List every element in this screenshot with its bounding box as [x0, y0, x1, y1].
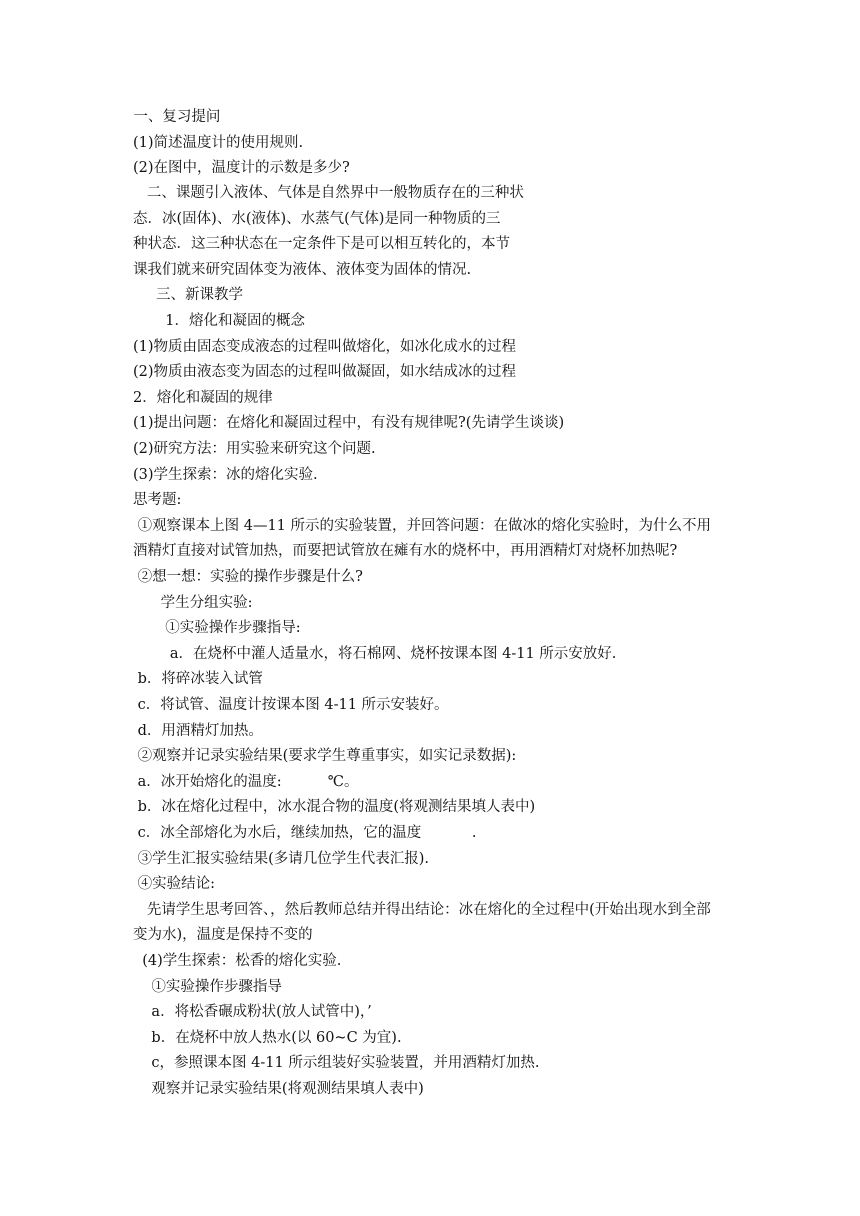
text-line: c，参照课本图 4-11 所示组装好实验装置，并用酒精灯加热.: [133, 1055, 540, 1071]
text-line: ②观察并记录实验结果(要求学生尊重事实，如实记录数据):: [133, 748, 517, 764]
text-line: (2)研究方法：用实验来研究这个问题.: [133, 441, 376, 457]
text-line: 二、课题引入液体、气体是自然界中一般物质存在的三种状: [133, 185, 524, 201]
text-line: (3)学生探索：冰的熔化实验.: [133, 467, 318, 483]
text-line: (2)物质由液态变为固态的过程叫做凝固，如水结成冰的过程: [133, 364, 517, 380]
text-line: 学生分组实验:: [133, 595, 253, 611]
text-line: ①实验操作步骤指导:: [133, 620, 301, 636]
text-line: d．用酒精灯加热。: [133, 723, 263, 739]
text-line: a．在烧杯中灌人适量水，将石棉网、烧杯按课本图 4-11 所示安放好.: [133, 646, 617, 662]
text-line: c．冰全部熔化为水后，继续加热，它的温度 .: [133, 825, 477, 841]
text-line: ①实验操作步骤指导: [133, 979, 282, 995]
text-line: 变为水)，温度是保持不变的: [133, 927, 313, 943]
text-line: 三、新课教学: [133, 287, 244, 303]
text-line: 先请学生思考回答、，然后教师总结并得出结论：冰在熔化的全过程中(开始出现水到全部: [133, 902, 711, 918]
text-line: a．将松香碾成粉状(放人试管中)，’: [133, 1004, 372, 1020]
text-line: b．冰在熔化过程中，冰水混合物的温度(将观测结果填人表中): [133, 799, 536, 815]
text-line: ①观察课本上图 4—11 所示的实验装置，并回答问题：在做冰的熔化实验时，为什么不用: [133, 518, 712, 534]
text-line: 思考题:: [133, 492, 182, 508]
text-line: 1．熔化和凝固的概念: [133, 313, 305, 329]
text-line: (1)物质由固态变成液态的过程叫做熔化，如冰化成水的过程: [133, 339, 517, 355]
text-line: (4)学生探索：松香的熔化实验.: [133, 953, 342, 969]
text-line: (1)简述温度计的使用规则.: [133, 135, 304, 151]
text-line: 一、复习提问: [115, 109, 221, 125]
text-line: 酒精灯直接对试管加热，而要把试管放在瘫有水的烧杯中，再用酒精灯对烧杯加热呢?: [133, 543, 678, 559]
text-line: ②想一想：实验的操作步骤是什么?: [133, 569, 363, 585]
text-line: 种状态．这三种状态在一定条件下是可以相互转化的，本节: [133, 236, 510, 252]
text-line: 态．冰(固体)、水(液体)、水蒸气(气体)是同一种物质的三: [133, 211, 501, 227]
text-line: b．在烧杯中放人热水(以 60~C 为宜).: [133, 1030, 402, 1046]
text-line: 观察并记录实验结果(将观测结果填人表中): [133, 1081, 424, 1097]
text-line: (1)提出问题：在熔化和凝固过程中，有没有规律呢?(先请学生谈谈): [133, 415, 565, 431]
text-line: ④实验结论:: [133, 876, 215, 892]
text-line: c．将试管、温度计按课本图 4-11 所示安装好。: [133, 697, 449, 713]
text-line: 课我们就来研究固体变为液体、液体变为固体的情况.: [133, 262, 472, 278]
text-line: ③学生汇报实验结果(多请几位学生代表汇报).: [133, 851, 430, 867]
text-line: 2．熔化和凝固的规律: [133, 390, 273, 406]
text-line: b．将碎冰装入试管: [133, 671, 263, 687]
text-line: (2)在图中，温度计的示数是多少?: [133, 160, 350, 176]
text-line: a．冰开始熔化的温度: ℃。: [133, 774, 359, 790]
